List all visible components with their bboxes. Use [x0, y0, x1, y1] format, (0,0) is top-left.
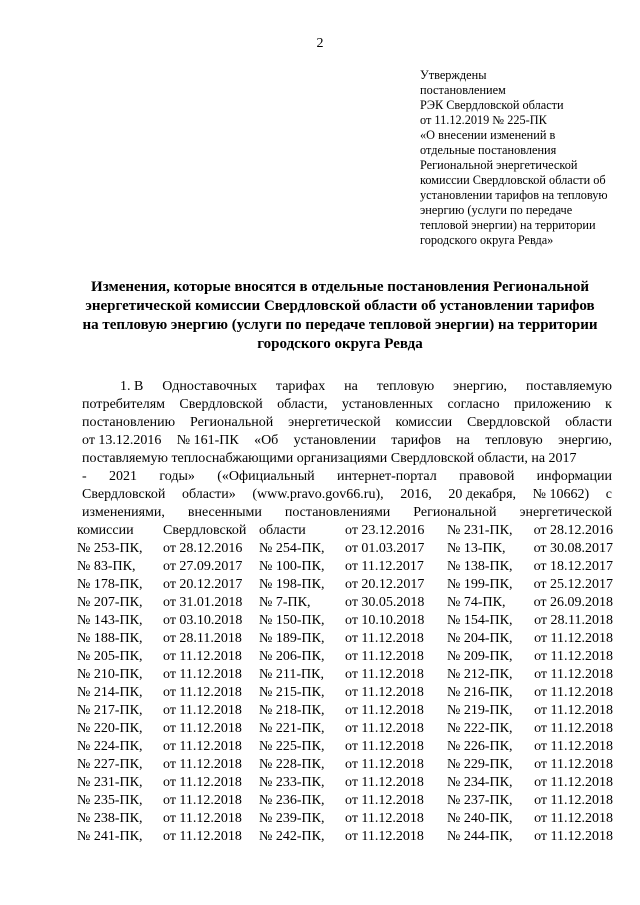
- resolution-date: от 11.12.2018: [345, 811, 424, 826]
- resolution-date: от 10.10.2018: [345, 613, 425, 628]
- paragraph-word: тепловую: [485, 433, 543, 448]
- resolution-number: № 204-ПК,: [447, 631, 513, 646]
- paragraph-word: с: [605, 487, 612, 502]
- resolution-number: № 227-ПК,: [77, 757, 143, 772]
- resolution-date: от 11.12.2018: [345, 703, 424, 718]
- resolution-number: № 231-ПК,: [447, 523, 513, 538]
- paragraph-word: потребителям: [82, 397, 166, 412]
- resolution-date: от 11.12.2018: [345, 649, 424, 664]
- resolution-date: от 11.12.2018: [163, 811, 242, 826]
- resolution-date: от 20.12.2017: [163, 577, 243, 592]
- resolution-number: № 83-ПК,: [77, 559, 136, 574]
- resolution-number: № 226-ПК,: [447, 739, 513, 754]
- resolution-number: № 100-ПК,: [259, 559, 325, 574]
- resolution-number: комиссии: [77, 523, 134, 538]
- resolution-row: [77, 756, 613, 774]
- resolution-date: от 11.12.2018: [345, 829, 424, 844]
- resolution-number: № 254-ПК,: [259, 541, 325, 556]
- approval-line: Региональной энергетической: [420, 158, 578, 172]
- paragraph-line: [82, 378, 612, 396]
- paragraph-word: области: [565, 415, 612, 430]
- resolution-number: № 229-ПК,: [447, 757, 513, 772]
- paragraph-word: поставляемую теплоснабжающими организациями Свердловской области, на 2017: [82, 451, 577, 466]
- resolution-date: от 11.12.2018: [163, 829, 242, 844]
- resolution-row: [77, 666, 613, 684]
- resolution-row: [77, 810, 613, 828]
- paragraph-word: к: [605, 397, 612, 412]
- resolution-date: от 11.12.2018: [163, 775, 242, 790]
- paragraph-word: на: [344, 379, 358, 394]
- approval-line: энергию (услуги по передаче: [420, 203, 573, 217]
- resolution-number: № 237-ПК,: [447, 793, 513, 808]
- resolution-date: от 18.12.2017: [533, 559, 613, 574]
- approval-line: от 11.12.2019 № 225-ПК: [420, 113, 547, 127]
- paragraph-word: 2021: [109, 469, 138, 484]
- approval-line: городского округа Ревда»: [420, 233, 554, 247]
- paragraph-word: энергию,: [558, 433, 612, 448]
- resolution-number: № 236-ПК,: [259, 793, 325, 808]
- paragraph-word: согласно: [447, 397, 500, 412]
- resolution-number: № 198-ПК,: [259, 577, 325, 592]
- approval-block: [420, 68, 632, 248]
- resolution-number: № 218-ПК,: [259, 703, 325, 718]
- resolution-row: [77, 558, 613, 576]
- resolution-number: № 210-ПК,: [77, 667, 143, 682]
- resolution-row: [77, 684, 613, 702]
- approval-line: отдельные постановления: [420, 143, 557, 157]
- resolution-date: от 03.10.2018: [163, 613, 243, 628]
- resolution-number: № 216-ПК,: [447, 685, 513, 700]
- resolution-number: № 74-ПК,: [447, 595, 506, 610]
- resolution-date: от 11.12.2018: [345, 775, 424, 790]
- paragraph-word: «Об: [254, 433, 279, 448]
- resolution-date: от 11.12.2018: [163, 721, 242, 736]
- paragraph-word: установлении: [293, 433, 376, 448]
- resolution-number: № 240-ПК,: [447, 811, 513, 826]
- resolution-number: № 178-ПК,: [77, 577, 143, 592]
- approval-line: постановлением: [420, 83, 506, 97]
- paragraph-line: [82, 504, 612, 522]
- resolution-date: от 11.12.2017: [345, 559, 424, 574]
- resolution-date: от 11.12.2018: [534, 829, 613, 844]
- resolution-date: от 26.09.2018: [533, 595, 613, 610]
- resolution-date: от 11.12.2018: [163, 667, 242, 682]
- resolution-date: от 28.11.2018: [163, 631, 242, 646]
- paragraph-line: [82, 468, 612, 486]
- resolution-row: [77, 720, 613, 738]
- resolution-row: [77, 540, 613, 558]
- resolution-date: от 11.12.2018: [163, 685, 242, 700]
- paragraph-word: Свердловской: [82, 487, 166, 502]
- paragraph-word: внесенными: [187, 505, 262, 520]
- resolutions-list: [77, 522, 613, 846]
- resolution-number: № 189-ПК,: [259, 631, 325, 646]
- paragraph-word: Региональной: [190, 415, 274, 430]
- approval-line: Утверждены: [420, 68, 487, 82]
- resolution-date: от 11.12.2018: [345, 721, 424, 736]
- resolution-date: от 30.05.2018: [345, 595, 425, 610]
- paragraph-word: приложению: [513, 397, 591, 412]
- paragraph-word: тарифах: [275, 379, 326, 394]
- paragraph-word: энергетической: [519, 505, 612, 520]
- paragraph-word: постановлению: [82, 415, 176, 430]
- resolution-number: № 188-ПК,: [77, 631, 143, 646]
- resolution-number: № 228-ПК,: [259, 757, 325, 772]
- resolution-number: № 150-ПК,: [259, 613, 325, 628]
- resolution-number: № 211-ПК,: [259, 667, 324, 682]
- resolution-number: № 217-ПК,: [77, 703, 143, 718]
- resolution-row: [77, 738, 613, 756]
- resolution-date: от 20.12.2017: [345, 577, 425, 592]
- title-line: Изменения, которые вносятся в отдельные постановления Региональной: [91, 279, 589, 295]
- paragraph-word: энергетической: [288, 415, 381, 430]
- resolution-date: от 28.11.2018: [534, 613, 613, 628]
- document-title: [60, 278, 620, 354]
- resolution-date: от 11.12.2018: [534, 757, 613, 772]
- paragraph-word: постановлениями: [284, 505, 391, 520]
- resolution-date: от 11.12.2018: [534, 649, 613, 664]
- resolution-number: № 214-ПК,: [77, 685, 143, 700]
- resolution-date: от 11.12.2018: [534, 739, 613, 754]
- resolution-date: от 25.12.2017: [533, 577, 613, 592]
- resolution-number: № 253-ПК,: [77, 541, 143, 556]
- resolution-date: от 11.12.2018: [163, 739, 242, 754]
- resolution-number: № 234-ПК,: [447, 775, 513, 790]
- approval-line: тепловой энергии) на территории: [420, 218, 596, 232]
- resolution-number: № 221-ПК,: [259, 721, 325, 736]
- paragraph-word: области»: [181, 487, 236, 502]
- resolution-date: от 11.12.2018: [534, 685, 613, 700]
- resolution-date: от 11.12.2018: [534, 631, 613, 646]
- paragraph-word: поставляемую: [526, 379, 612, 394]
- resolution-number: № 220-ПК,: [77, 721, 143, 736]
- paragraph-line: [82, 450, 612, 468]
- resolution-date: от 11.12.2018: [345, 793, 424, 808]
- resolution-row: [77, 702, 613, 720]
- paragraph-word: («Официальный: [217, 469, 315, 484]
- paragraph-word: области,: [277, 397, 328, 412]
- resolution-date: от 11.12.2018: [163, 757, 242, 772]
- resolution-row: [77, 828, 613, 846]
- resolution-date: от 11.12.2018: [534, 667, 613, 682]
- resolution-number: № 233-ПК,: [259, 775, 325, 790]
- paragraph-word: № 10662): [532, 487, 590, 502]
- paragraph-word: энергию,: [453, 379, 508, 394]
- paragraph-word: 1. В: [120, 379, 144, 394]
- resolution-number: № 242-ПК,: [259, 829, 325, 844]
- paragraph-word: тепловую: [376, 379, 435, 394]
- resolution-number: № 205-ПК,: [77, 649, 143, 664]
- resolution-row: [77, 630, 613, 648]
- paragraph-word: на: [456, 433, 470, 448]
- paragraph-1: [82, 378, 612, 522]
- resolution-date: от 28.12.2016: [533, 523, 613, 538]
- resolution-number: № 239-ПК,: [259, 811, 325, 826]
- resolution-date: от 11.12.2018: [163, 703, 242, 718]
- resolution-number: № 231-ПК,: [77, 775, 143, 790]
- paragraph-word: установленных: [341, 397, 434, 412]
- approval-line: установлении тарифов на тепловую: [420, 188, 608, 202]
- resolution-number: № 7-ПК,: [259, 595, 311, 610]
- approval-line: РЭК Свердловской области: [420, 98, 564, 112]
- resolution-number: № 222-ПК,: [447, 721, 513, 736]
- resolution-number: № 207-ПК,: [77, 595, 143, 610]
- paragraph-word: Свердловской: [179, 397, 263, 412]
- resolution-number: № 225-ПК,: [259, 739, 325, 754]
- resolution-number: № 215-ПК,: [259, 685, 325, 700]
- resolution-number: № 212-ПК,: [447, 667, 513, 682]
- resolution-date: от 28.12.2016: [163, 541, 243, 556]
- paragraph-word: 2016,: [400, 487, 432, 502]
- resolution-date: от 11.12.2018: [534, 811, 613, 826]
- resolution-row: [77, 792, 613, 810]
- paragraph-word: Одноставочных: [162, 379, 257, 394]
- resolution-number: № 143-ПК,: [77, 613, 143, 628]
- resolution-date: от 31.01.2018: [163, 595, 243, 610]
- resolution-row: [77, 576, 613, 594]
- paragraph-word: от 13.12.2016: [82, 433, 162, 448]
- title-line: энергетической комиссии Свердловской области об установлении тарифов: [85, 298, 595, 314]
- title-line: городского округа Ревда: [257, 336, 423, 352]
- resolution-number: № 224-ПК,: [77, 739, 143, 754]
- paragraph-word: тарифов: [391, 433, 441, 448]
- resolution-date: от 11.12.2018: [163, 649, 242, 664]
- resolution-number: № 244-ПК,: [447, 829, 513, 844]
- resolution-date: от 11.12.2018: [163, 793, 242, 808]
- resolution-date: от 11.12.2018: [345, 631, 424, 646]
- resolution-row: [77, 594, 613, 612]
- resolution-date: от 11.12.2018: [345, 739, 424, 754]
- resolution-row: [77, 522, 613, 540]
- resolution-date: от 01.03.2017: [345, 541, 425, 556]
- page-number: 2: [316, 36, 324, 51]
- resolution-number: № 209-ПК,: [447, 649, 513, 664]
- paragraph-line: [82, 414, 612, 432]
- paragraph-word: годы»: [159, 469, 195, 484]
- resolution-number: № 199-ПК,: [447, 577, 513, 592]
- resolution-date: от 11.12.2018: [345, 667, 424, 682]
- resolution-date: от 11.12.2018: [534, 703, 613, 718]
- resolution-number: № 138-ПК,: [447, 559, 513, 574]
- approval-line: «О внесении изменений в: [420, 128, 556, 142]
- resolution-row: [77, 774, 613, 792]
- resolution-number: № 238-ПК,: [77, 811, 143, 826]
- paragraph-word: интернет-портал: [337, 469, 437, 484]
- paragraph-line: [82, 432, 612, 450]
- resolution-date: от 30.08.2017: [533, 541, 613, 556]
- paragraph-word: 20 декабря,: [448, 487, 517, 502]
- paragraph-word: Региональной: [413, 505, 497, 520]
- paragraph-word: комиссии: [395, 415, 453, 430]
- resolution-number: № 154-ПК,: [447, 613, 513, 628]
- paragraph-word: изменениями,: [82, 505, 165, 520]
- approval-line: комиссии Свердловской области об: [420, 173, 606, 187]
- resolution-date: от 11.12.2018: [345, 685, 424, 700]
- resolution-date: от 11.12.2018: [534, 793, 613, 808]
- paragraph-word: -: [82, 469, 87, 484]
- resolution-date: от 23.12.2016: [345, 523, 425, 538]
- paragraph-line: [82, 396, 612, 414]
- resolution-date: от 11.12.2018: [534, 721, 613, 736]
- paragraph-word: (www.pravo.gov66.ru),: [252, 487, 384, 502]
- paragraph-word: информации: [536, 469, 612, 484]
- paragraph-word: правовой: [459, 469, 515, 484]
- resolution-number: области: [259, 523, 306, 538]
- resolution-number: № 13-ПК,: [447, 541, 506, 556]
- title-line: на тепловую энергию (услуги по передаче тепловой энергии) на территории: [82, 317, 598, 333]
- paragraph-word: № 161-ПК: [176, 433, 239, 448]
- resolution-number: № 219-ПК,: [447, 703, 513, 718]
- resolution-date: Свердловской: [163, 523, 247, 538]
- paragraph-word: Свердловской: [466, 415, 551, 430]
- resolution-date: от 27.09.2017: [163, 559, 243, 574]
- resolution-date: от 11.12.2018: [534, 775, 613, 790]
- resolution-number: № 241-ПК,: [77, 829, 143, 844]
- resolution-number: № 235-ПК,: [77, 793, 143, 808]
- resolution-number: № 206-ПК,: [259, 649, 325, 664]
- resolution-row: [77, 612, 613, 630]
- paragraph-line: [82, 486, 612, 504]
- resolution-row: [77, 648, 613, 666]
- resolution-date: от 11.12.2018: [345, 757, 424, 772]
